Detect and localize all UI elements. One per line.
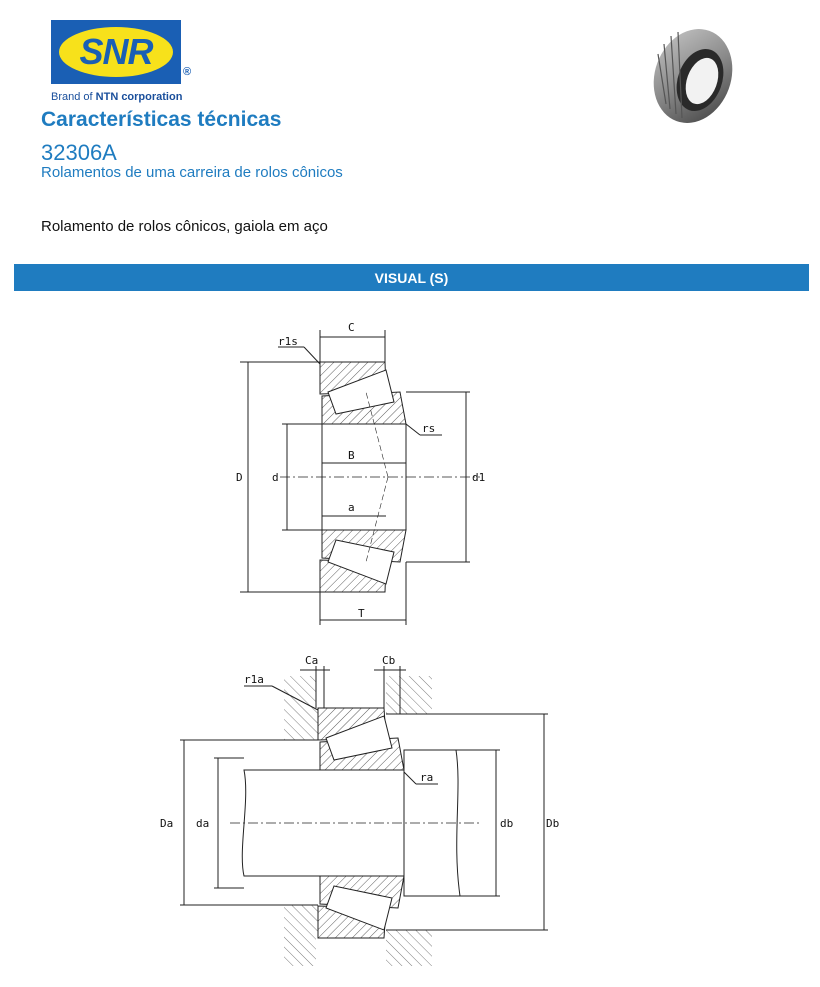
label-db: db	[500, 817, 514, 830]
technical-drawing	[0, 300, 820, 987]
label-rs: rs	[422, 422, 436, 435]
registered-mark: ®	[183, 66, 192, 78]
label-T: T	[358, 607, 365, 620]
product-description: Rolamento de rolos cônicos, gaiola em aço	[41, 218, 328, 235]
label-C: C	[348, 321, 355, 334]
logo-text: SNR	[79, 31, 153, 72]
label-D: D	[236, 471, 243, 484]
label-Cb: Cb	[382, 654, 396, 667]
mounting-drawing-bottom	[180, 666, 548, 966]
section-band: VISUAL (S)	[14, 264, 809, 291]
product-reference: 32306A	[41, 140, 117, 165]
product-subtitle: Rolamentos de uma carreira de rolos cônicos	[41, 164, 343, 181]
label-r1a: r1a	[244, 673, 264, 686]
label-ra: ra	[420, 771, 434, 784]
label-B: B	[348, 449, 355, 462]
label-a: a	[348, 501, 355, 514]
label-d1: d1	[472, 471, 486, 484]
snr-logo	[51, 20, 196, 106]
page-title: Características técnicas	[41, 108, 282, 131]
label-r1s: r1s	[278, 335, 298, 348]
logo-badge	[51, 20, 181, 84]
label-Db: Db	[546, 817, 560, 830]
label-da: da	[196, 817, 210, 830]
label-d: d	[272, 471, 279, 484]
bearing-photo	[638, 14, 738, 132]
label-Da: Da	[160, 817, 174, 830]
logo-tagline: Brand of NTN corporation	[51, 91, 183, 103]
label-Ca: Ca	[305, 654, 319, 667]
